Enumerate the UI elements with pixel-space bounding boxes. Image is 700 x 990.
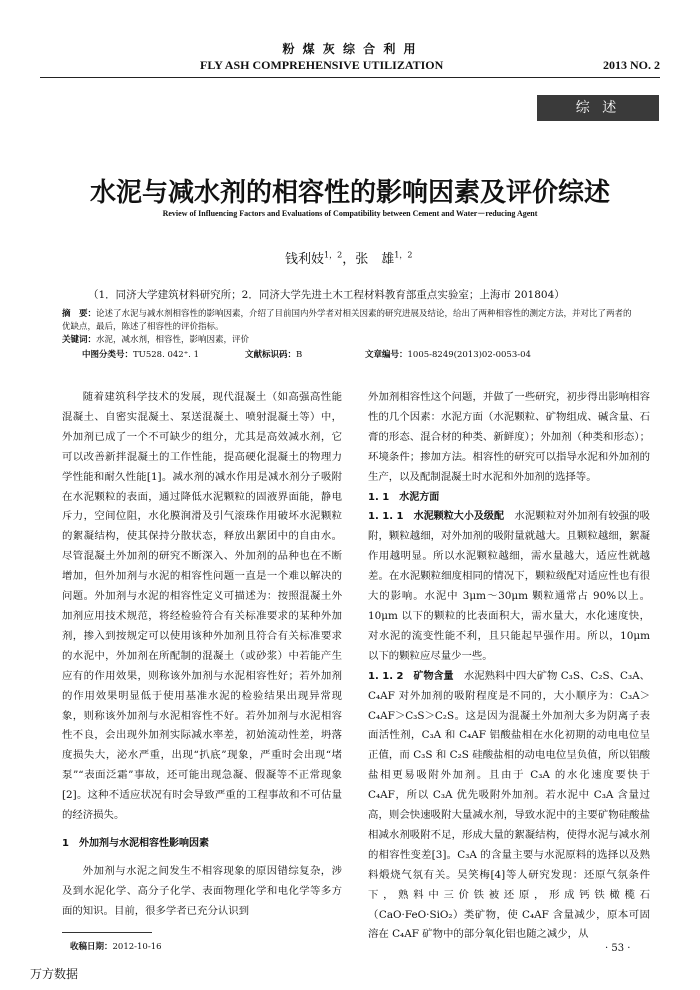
affiliation: （1．同济大学建筑材料研究所；2．同济大学先进土木工程材料教育部重点实验室；上海市 201804） (88, 289, 565, 301)
header-rule (40, 77, 660, 78)
section-1-1-2-heading: 1. 1. 2 矿物含量 (368, 670, 454, 682)
author-1-affil: 1，2 (324, 250, 343, 260)
continued-paragraph: 外加剂相容性这个问题，并做了一些研究，初步得出影响相容性的几个因素：水泥方面（水泥颗粒、矿物组成、碱含量、石膏的形态、混合材的种类、新鲜度）；外加剂（种类和形态）；环境条件；掺加方法。相容性的研究可以指导水泥和外加剂的生产，以及配制混凝土时水泥和外加剂的选择等。 (368, 391, 650, 483)
received-label: 收稿日期： (70, 942, 113, 952)
doc-code (245, 348, 302, 360)
clc-number (82, 348, 199, 360)
clc-value: TU528. 042⁺. 1 (133, 350, 199, 360)
section-1-1-heading: 1. 1 水泥方面 (368, 491, 440, 503)
authors (285, 248, 412, 267)
author-2: 张 雄 (355, 252, 395, 267)
section-1-heading: 1 外加剂与水泥相容性影响因素 (62, 837, 209, 849)
section-1-1-2-text: 水泥熟料中四大矿物 C₃S、C₂S、C₃A、C₄AF 对外加剂的吸附程度是不同的，大小顺序为：C₃A＞C₄AF＞C₃S＞C₂S。这是因为混凝土外加剂大多为阴离子表面活性剂，C₃A 和 C₄AF 铝酸盐相在水化初期的动电电位呈正值，而 C₃S 和 C₂S 硅酸盐相的动电电位呈负值，所以铝酸盐相更易吸附外加剂。且由于 C₃A 的水化速度要快于 C₄AF，所以 C₃A 优先吸附外加剂。若水泥中 C₃A 含量过高，则会快速吸附大量减水剂，导致水泥中的主要矿物硅酸盐相减水剂吸附不足，形成大量的絮凝结构，使得水泥与减水剂的相容性变差[3]。C₃A 的含量主要与水泥原料的选择以及熟料煅烧气氛有关。吴笑梅[4]等人研究发现：还原气氛条件下，熟料中三价铁被还原，形成钙铁橄榄石（CaO·FeO·SiO₂）类矿物，使 C₄AF 含量减少，原本可固溶在 C₄AF 矿物中的部分氧化铝也随之减少，从 (368, 669, 651, 941)
author-2-affil: 1，2 (394, 250, 413, 260)
section-1-paragraph: 外加剂与水泥之间发生不相容现象的原因错综复杂，涉及到水泥化学、高分子化学、表面物理化学和电化学等多方面的知识。目前，很多学者已充分认识到 (62, 864, 342, 917)
intro-paragraph: 随着建筑科学技术的发展，现代混凝土（如高强高性能混凝土、自密实混凝土、泵送混凝土、喷射混凝土等）中，外加剂已成了一个不可缺少的组分，尤其是高效减水剂，它可以改善新拌混凝土的工作性能，提高硬化混凝土的物理力学性能和耐久性能[1]。减水剂的减水作用是减水剂分子吸附在水泥颗粒的表面，通过降低水泥颗粒的固液界面能，静电斥力，空间位阻，水化膜润滑及引气滚珠作用破坏水泥颗粒的絮凝结构，使其保持分散状态，释放出絮团中的自由水。尽管混凝土外加剂的研究不断深入、外加剂的品种也在不断增加，但外加剂与水泥的相容性问题一直是一个难以解决的问题。外加剂与水泥的相容性定义可描述为：按照混凝土外加剂应用技术规范，将经检验符合有关标准要求的某种外加剂，掺入到按规定可以使用该种外加剂且符合有关标准要求的水泥中，外加剂在所配制的混凝土（或砂浆）中若能产生应有的作用效果，则称该外加剂与水泥相容性好；若外加剂的作用效果明显低于使用基准水泥的检验结果出现异常现象，则称该外加剂与水泥相容性不好。若外加剂与水泥相容性不良，会出现外加剂实际减水率差，初始流动性差，坍落度损失大，泌水严重，出现“扒底”现象，严重时会出现“堵泵”“表面泛霜”事故，还可能出现急凝、假凝等不正常现象[2]。这种不适应状况有时会导致严重的工程事故和不可估量的经济损失。 (62, 391, 342, 822)
received-date (70, 940, 162, 952)
keywords-text: 水泥，减水剂，相容性，影响因素，评价 (96, 335, 250, 345)
keywords-label: 关键词： (62, 335, 97, 345)
article-title: 水泥与减水剂的相容性的影响因素及评价综述 (89, 178, 610, 208)
left-column (62, 388, 342, 922)
section-1-1-1-text: 水泥颗粒对外加剂有较强的吸附，颗粒越细，对外加剂的吸附量就越大。且颗粒越细，絮凝作用越明显。所以水泥颗粒越细，需水量越大，适应性就越差。在水泥颗粒细度相同的情况下，颗粒级配对适应性也有很大的影响。水泥中 3μm～30μm 颗粒通常占 90%以上。10μm 以下的颗粒的比表面积大，需水量大，水化速度快，对水泥的流变性能不利，且只能起早强作用。所以，10μm 以下的颗粒应尽量少一些。 (368, 510, 651, 662)
received-value: 2012-10-16 (112, 942, 162, 952)
wanfang-watermark: 万方数据 (30, 967, 79, 981)
journal-title-cn: 粉 煤 灰 综 合 利 用 (282, 42, 418, 56)
keywords (62, 334, 637, 347)
page-number: · 53 · (605, 943, 631, 954)
issue-number: 2013 NO. 2 (603, 58, 660, 72)
clc-label: 中图分类号： (82, 350, 134, 360)
art-value: 1005-8249(2013)02-0053-04 (407, 350, 531, 360)
journal-title-en: FLY ASH COMPREHENSIVE UTILIZATION (200, 58, 444, 72)
abstract (62, 308, 637, 334)
footnote-rule (62, 932, 152, 933)
abstract-text: 论述了水泥与减水剂相容性的影响因素，介绍了目前国内外学者对相关因素的研究进展及结论，给出了两种相容性的测定方法，并对比了两者的优缺点，最后，陈述了相容性的评价指标。 (62, 309, 632, 332)
article-number (365, 348, 531, 360)
section-badge: 综 述 (537, 95, 659, 121)
art-label: 文章编号： (365, 350, 408, 360)
article-title-en: Review of Influencing Factors and Evaluations of Compatibility between Cement and Water－reducing Agent (162, 209, 538, 218)
abstract-label: 摘 要： (62, 309, 97, 319)
section-1-1-1 (368, 507, 650, 666)
section-1-1-1-heading: 1. 1. 1 水泥颗粒大小及级配 (368, 511, 504, 523)
doc-value: B (296, 350, 303, 360)
author-separator: ， (342, 252, 356, 267)
section-1-1-2 (368, 667, 650, 946)
right-column (368, 388, 650, 945)
doc-label: 文献标识码： (245, 350, 297, 360)
abstract-block (62, 308, 637, 347)
author-1: 钱利妓 (285, 252, 325, 267)
